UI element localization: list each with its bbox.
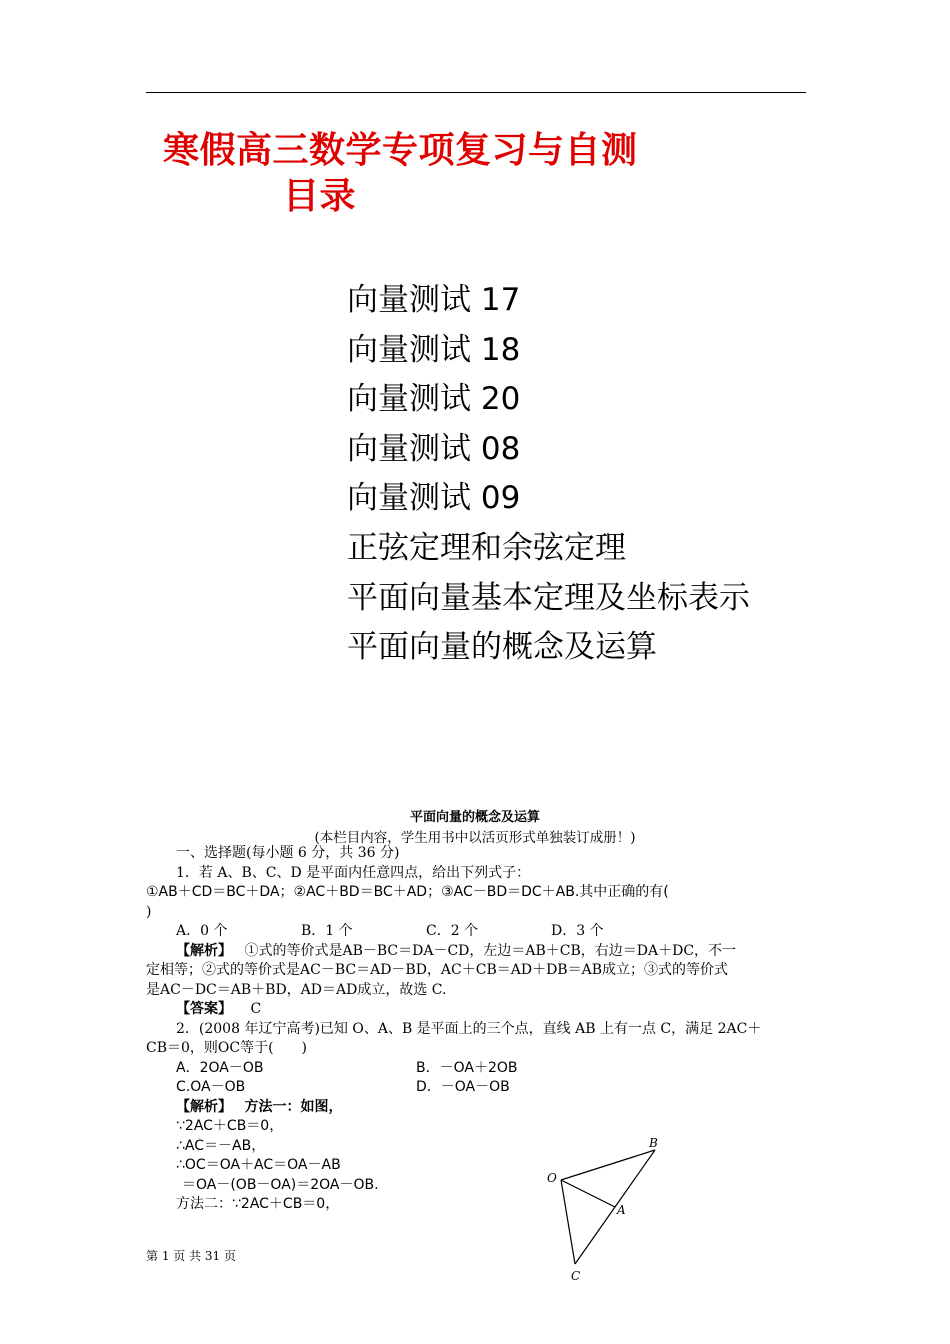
toc-item[interactable]: 平面向量基本定理及坐标表示 <box>347 579 750 616</box>
q2-option-c: C.OA－OB <box>176 1079 246 1095</box>
doc-title-line1: 寒假高三数学专项复习与自测 <box>163 130 638 171</box>
doc-title <box>163 128 638 220</box>
segment-ob <box>561 1150 655 1180</box>
q2-option-b: B．－OA＋2OB <box>416 1059 518 1076</box>
doc-title-line2: 目录 <box>283 176 357 217</box>
q2-options-row1 <box>146 1059 810 1079</box>
q1-options <box>146 922 810 942</box>
table-of-contents <box>347 276 750 673</box>
q1-analysis <box>146 942 810 962</box>
q1-formulas: ①AB＋CD＝BC＋DA；②AC＋BD＝BC＋AD；③AC－BD＝DC＋AB.其中正确的有( <box>146 884 669 900</box>
toc-item[interactable]: 平面向量的概念及运算 <box>347 629 657 666</box>
toc-item[interactable]: 向量测试 09 <box>347 480 521 517</box>
q1-option-a: A．0 个 <box>176 923 228 939</box>
q1-analysis-line3: 是AC－DC＝AB＋BD，AD＝AD成立，故选 C. <box>146 981 447 998</box>
q1-option-b: B．1 个 <box>301 923 353 939</box>
q2-step: ＝OA－(OB－OA)＝2OA－OB. <box>182 1176 379 1193</box>
toc-item[interactable]: 向量测试 20 <box>347 381 521 418</box>
toc-item[interactable]: 向量测试 18 <box>347 331 521 368</box>
q2-analysis <box>146 1098 810 1118</box>
q1-analysis-line2: 定相等；②式的等价式是AC－BC＝AD－BD，AC＋CB＝AD＋DB＝AB成立；③式的等价式 <box>146 962 728 978</box>
label-c: C <box>571 1269 581 1283</box>
q1-paren: ) <box>146 903 152 920</box>
q1-answer <box>146 1000 810 1020</box>
q2-stem-line1: 2．(2008 年辽宁高考)已知 O、A、B 是平面上的三个点，直线 AB 上有一点 C，满足 2AC＋ <box>176 1020 762 1037</box>
q1-option-c: C．2 个 <box>426 923 479 939</box>
q2-stem-line2: CB＝0，则OC等于( ) <box>146 1040 308 1056</box>
q1-stem: 1．若 A、B、C、D 是平面内任意四点，给出下列式子： <box>176 864 531 881</box>
section-body <box>146 844 810 1215</box>
q1-analysis-line1: ①式的等价式是AB－BC＝DA－CD，左边＝AB＋CB，右边＝DA＋DC，不一 <box>244 942 737 959</box>
q1-answer-value: C <box>250 1001 262 1017</box>
label-a: A <box>617 1203 626 1217</box>
q2-method1: 方法一：如图， <box>244 1098 343 1115</box>
section-note: (本栏目内容，学生用书中以活页形式单独装订成册！) <box>314 830 636 846</box>
q1-answer-label: 【答案】 <box>176 1001 232 1017</box>
toc-item[interactable]: 向量测试 17 <box>347 282 521 318</box>
header-rule <box>146 92 806 93</box>
q1-option-d: D．3 个 <box>551 923 604 939</box>
segment-oc <box>561 1180 575 1264</box>
triangle-figure <box>535 1130 675 1285</box>
page-footer: 第 1 页 共 31 页 <box>146 1249 236 1263</box>
segment-oa <box>561 1180 615 1207</box>
label-b: B <box>649 1136 658 1150</box>
q2-option-d: D．－OA－OB <box>416 1079 510 1095</box>
section-heading: 一、选择题(每小题 6 分，共 36 分) <box>176 845 400 861</box>
q1-analysis-label: 【解析】 <box>176 942 232 959</box>
q2-step: ∴AC＝－AB， <box>176 1137 266 1154</box>
q2-step: ∵2AC＋CB＝0， <box>176 1118 284 1134</box>
q2-step: ∴OC＝OA＋AC＝OA－AB <box>176 1157 341 1173</box>
section-title: 平面向量的概念及运算 <box>409 810 540 825</box>
q2-step: 方法二：∵2AC＋CB＝0， <box>176 1196 340 1212</box>
q2-option-a: A．2OA－OB <box>176 1059 264 1076</box>
toc-item[interactable]: 正弦定理和余弦定理 <box>347 529 626 566</box>
label-o: O <box>547 1171 557 1185</box>
toc-item[interactable]: 向量测试 08 <box>347 430 521 467</box>
q2-options-row2 <box>146 1078 810 1098</box>
q2-analysis-label: 【解析】 <box>176 1098 232 1115</box>
